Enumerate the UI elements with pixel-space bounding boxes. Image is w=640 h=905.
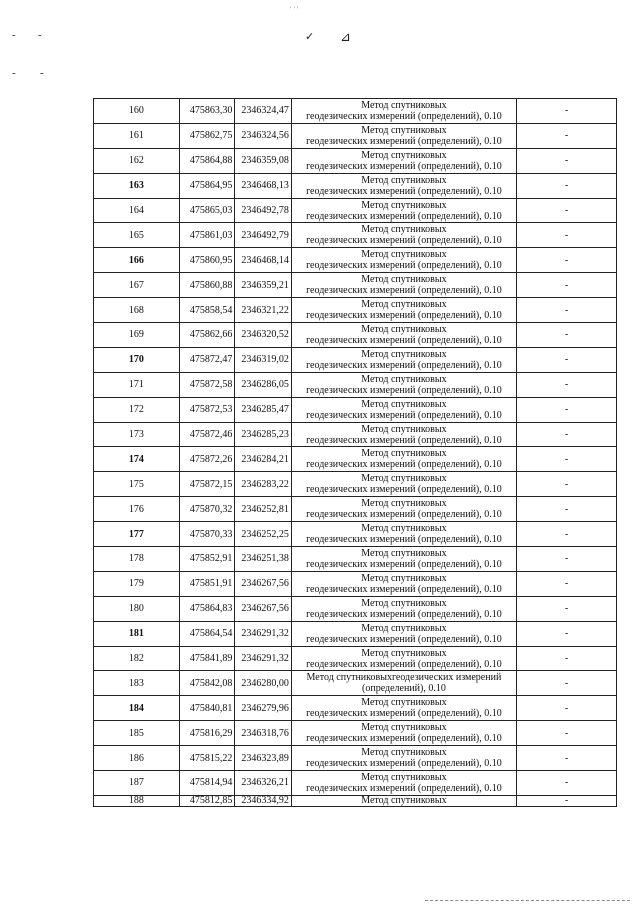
method-line: геодезических измерений (определений), 0.10: [306, 135, 502, 147]
method-line: Метод спутниковых: [361, 473, 447, 485]
extra-cell: -: [517, 323, 617, 348]
method-line: геодезических измерений (определений), 0.10: [306, 210, 502, 222]
table-row: [94, 596, 617, 621]
extra-cell: -: [517, 547, 617, 572]
y-coordinate-cell: 2346492,78: [235, 198, 292, 223]
method-cell: [291, 746, 516, 771]
method-line: Метод спутниковых: [361, 647, 447, 659]
extra-cell: -: [517, 571, 617, 596]
table-row: [94, 472, 617, 497]
extra-cell: -: [517, 596, 617, 621]
method-line: Метод спутниковых: [361, 795, 447, 806]
x-coordinate-cell: 475872,58: [179, 372, 235, 397]
y-coordinate-cell: 2346319,02: [235, 347, 292, 372]
extra-cell: -: [517, 223, 617, 248]
method-line: Метод спутниковых: [361, 622, 447, 634]
y-coordinate-cell: 2346285,23: [235, 422, 292, 447]
extra-cell: -: [517, 173, 617, 198]
point-number-cell: 184: [94, 696, 180, 721]
point-number-cell: 180: [94, 596, 180, 621]
point-number-cell: 177: [94, 522, 180, 547]
method-cell: [291, 123, 516, 148]
table-row: [94, 273, 617, 298]
x-coordinate-cell: 475870,33: [179, 522, 235, 547]
extra-cell: -: [517, 273, 617, 298]
y-coordinate-cell: 2346326,21: [235, 771, 292, 796]
table-row: [94, 795, 617, 806]
point-number-cell: 169: [94, 323, 180, 348]
method-line: Метод спутниковых: [361, 323, 447, 335]
y-coordinate-cell: 2346252,25: [235, 522, 292, 547]
table-row: [94, 298, 617, 323]
method-line: геодезических измерений (определений), 0.10: [306, 260, 502, 272]
method-line: Метод спутниковых: [361, 224, 447, 236]
table-row: [94, 173, 617, 198]
extra-cell: -: [517, 472, 617, 497]
point-number-cell: 166: [94, 248, 180, 273]
extra-cell: -: [517, 746, 617, 771]
method-cell: [291, 148, 516, 173]
y-coordinate-cell: 2346267,56: [235, 596, 292, 621]
method-cell: [291, 372, 516, 397]
y-coordinate-cell: 2346284,21: [235, 447, 292, 472]
method-cell: [291, 323, 516, 348]
point-number-cell: 160: [94, 99, 180, 124]
method-cell: [291, 547, 516, 572]
method-line: геодезических измерений (определений), 0.10: [306, 384, 502, 396]
method-cell: [291, 671, 516, 696]
point-number-cell: 175: [94, 472, 180, 497]
table-row: [94, 347, 617, 372]
method-cell: [291, 298, 516, 323]
y-coordinate-cell: 2346318,76: [235, 721, 292, 746]
extra-cell: -: [517, 671, 617, 696]
method-line: Метод спутниковых: [361, 398, 447, 410]
method-line: геодезических измерений (определений), 0.10: [306, 583, 502, 595]
x-coordinate-cell: 475860,95: [179, 248, 235, 273]
method-cell: [291, 447, 516, 472]
method-line: геодезических измерений (определений), 0.10: [306, 509, 502, 521]
extra-cell: -: [517, 522, 617, 547]
x-coordinate-cell: 475862,75: [179, 123, 235, 148]
table-row: [94, 746, 617, 771]
margin-mark-tick: ✓: [305, 31, 315, 43]
method-line: Метод спутниковых: [361, 498, 447, 510]
table-row: [94, 497, 617, 522]
x-coordinate-cell: 475863,30: [179, 99, 235, 124]
bottom-dashed-line: [425, 900, 630, 901]
table-row: [94, 123, 617, 148]
y-coordinate-cell: 2346291,32: [235, 621, 292, 646]
y-coordinate-cell: 2346359,08: [235, 148, 292, 173]
method-line: геодезических измерений (определений), 0.10: [306, 658, 502, 670]
x-coordinate-cell: 475840,81: [179, 696, 235, 721]
table-row: [94, 671, 617, 696]
y-coordinate-cell: 2346286,05: [235, 372, 292, 397]
method-line: Метод спутниковых: [361, 572, 447, 584]
method-line: Метод спутниковых: [361, 348, 447, 360]
method-line: геодезических измерений (определений), 0.10: [306, 185, 502, 197]
y-coordinate-cell: 2346324,56: [235, 123, 292, 148]
y-coordinate-cell: 2346320,52: [235, 323, 292, 348]
method-line: геодезических измерений (определений), 0.10: [306, 160, 502, 172]
x-coordinate-cell: 475864,95: [179, 173, 235, 198]
method-cell: [291, 621, 516, 646]
method-line: геодезических измерений (определений), 0.10: [306, 359, 502, 371]
method-cell: [291, 497, 516, 522]
point-number-cell: 171: [94, 372, 180, 397]
x-coordinate-cell: 475852,91: [179, 547, 235, 572]
x-coordinate-cell: 475870,32: [179, 497, 235, 522]
table-row: [94, 323, 617, 348]
method-line: Метод спутниковых: [361, 249, 447, 261]
point-number-cell: 188: [94, 795, 180, 806]
extra-cell: -: [517, 123, 617, 148]
table-row: [94, 372, 617, 397]
method-cell: [291, 273, 516, 298]
table-row: [94, 397, 617, 422]
point-number-cell: 181: [94, 621, 180, 646]
method-line: (определений), 0.10: [362, 683, 446, 695]
y-coordinate-cell: 2346283,22: [235, 472, 292, 497]
x-coordinate-cell: 475861,03: [179, 223, 235, 248]
method-line: Метод спутниковых: [361, 747, 447, 759]
point-number-cell: 187: [94, 771, 180, 796]
method-line: Метод спутниковых: [361, 722, 447, 734]
method-cell: [291, 646, 516, 671]
x-coordinate-cell: 475865,03: [179, 198, 235, 223]
x-coordinate-cell: 475862,66: [179, 323, 235, 348]
method-line: геодезических измерений (определений), 0.10: [306, 110, 502, 122]
extra-cell: -: [517, 646, 617, 671]
y-coordinate-cell: 2346359,21: [235, 273, 292, 298]
point-number-cell: 170: [94, 347, 180, 372]
extra-cell: -: [517, 422, 617, 447]
x-coordinate-cell: 475812,85: [179, 795, 235, 806]
table-row: [94, 547, 617, 572]
table-row: [94, 99, 617, 124]
method-line: геодезических измерений (определений), 0.10: [306, 733, 502, 745]
method-line: Метод спутниковых: [361, 299, 447, 311]
y-coordinate-cell: 2346321,22: [235, 298, 292, 323]
method-cell: [291, 248, 516, 273]
margin-mark-dash: -: [40, 67, 44, 79]
margin-mark-dots: ' ' ': [290, 5, 299, 14]
method-line: Метод спутниковых: [361, 771, 447, 783]
x-coordinate-cell: 475872,26: [179, 447, 235, 472]
method-cell: [291, 173, 516, 198]
point-number-cell: 176: [94, 497, 180, 522]
y-coordinate-cell: 2346324,47: [235, 99, 292, 124]
table-row: [94, 148, 617, 173]
method-line: геодезических измерений (определений), 0.10: [306, 758, 502, 770]
method-line: Метод спутниковых: [361, 174, 447, 186]
method-line: Метод спутниковых: [361, 547, 447, 559]
x-coordinate-cell: 475872,53: [179, 397, 235, 422]
x-coordinate-cell: 475816,29: [179, 721, 235, 746]
method-cell: [291, 596, 516, 621]
method-line: Метод спутниковых: [361, 697, 447, 709]
point-number-cell: 174: [94, 447, 180, 472]
extra-cell: -: [517, 347, 617, 372]
point-number-cell: 165: [94, 223, 180, 248]
point-number-cell: 179: [94, 571, 180, 596]
y-coordinate-cell: 2346291,32: [235, 646, 292, 671]
method-line: Метод спутниковых: [361, 523, 447, 535]
x-coordinate-cell: 475851,91: [179, 571, 235, 596]
extra-cell: -: [517, 198, 617, 223]
method-line: геодезических измерений (определений), 0.10: [306, 534, 502, 546]
y-coordinate-cell: 2346280,00: [235, 671, 292, 696]
method-line: геодезических измерений (определений), 0.10: [306, 334, 502, 346]
y-coordinate-cell: 2346334,92: [235, 795, 292, 806]
point-number-cell: 173: [94, 422, 180, 447]
method-line: геодезических измерений (определений), 0.10: [306, 285, 502, 297]
y-coordinate-cell: 2346251,38: [235, 547, 292, 572]
extra-cell: -: [517, 447, 617, 472]
method-line: Метод спутниковых: [361, 373, 447, 385]
method-line: геодезических измерений (определений), 0.10: [306, 459, 502, 471]
y-coordinate-cell: 2346285,47: [235, 397, 292, 422]
extra-cell: -: [517, 721, 617, 746]
table-row: [94, 721, 617, 746]
table-row: [94, 646, 617, 671]
point-number-cell: 163: [94, 173, 180, 198]
method-cell: [291, 795, 516, 806]
point-number-cell: 185: [94, 721, 180, 746]
method-line: геодезических измерений (определений), 0.10: [306, 558, 502, 570]
method-cell: [291, 696, 516, 721]
x-coordinate-cell: 475858,54: [179, 298, 235, 323]
extra-cell: -: [517, 248, 617, 273]
method-line: Метод спутниковых: [361, 124, 447, 136]
x-coordinate-cell: 475864,88: [179, 148, 235, 173]
method-line: Метод спутниковых: [361, 99, 447, 111]
method-line: геодезических измерений (определений), 0.10: [306, 409, 502, 421]
point-number-cell: 167: [94, 273, 180, 298]
x-coordinate-cell: 475864,83: [179, 596, 235, 621]
method-line: геодезических измерений (определений), 0.10: [306, 310, 502, 322]
table-row: [94, 621, 617, 646]
x-coordinate-cell: 475872,15: [179, 472, 235, 497]
margin-mark-dash: -: [12, 67, 16, 79]
table-row: [94, 522, 617, 547]
method-cell: [291, 347, 516, 372]
method-line: Метод спутниковых: [361, 448, 447, 460]
table-row: [94, 447, 617, 472]
margin-mark-dash: -: [12, 29, 16, 41]
coordinates-table: [93, 98, 617, 807]
method-cell: [291, 198, 516, 223]
x-coordinate-cell: 475842,08: [179, 671, 235, 696]
method-line: геодезических измерений (определений), 0.10: [306, 484, 502, 496]
point-number-cell: 168: [94, 298, 180, 323]
method-cell: [291, 721, 516, 746]
extra-cell: -: [517, 397, 617, 422]
method-line: геодезических измерений (определений), 0.10: [306, 434, 502, 446]
table-row: [94, 422, 617, 447]
method-line: Метод спутниковыхгеодезических измерений: [306, 672, 502, 684]
extra-cell: -: [517, 696, 617, 721]
table-row: [94, 696, 617, 721]
method-line: Метод спутниковых: [361, 597, 447, 609]
method-cell: [291, 223, 516, 248]
table-row: [94, 198, 617, 223]
x-coordinate-cell: 475814,94: [179, 771, 235, 796]
x-coordinate-cell: 475860,88: [179, 273, 235, 298]
y-coordinate-cell: 2346468,13: [235, 173, 292, 198]
method-line: геодезических измерений (определений), 0.10: [306, 633, 502, 645]
point-number-cell: 161: [94, 123, 180, 148]
extra-cell: -: [517, 795, 617, 806]
margin-mark-dash: -: [38, 29, 42, 41]
table-row: [94, 571, 617, 596]
method-cell: [291, 397, 516, 422]
method-line: геодезических измерений (определений), 0.10: [306, 608, 502, 620]
extra-cell: -: [517, 497, 617, 522]
y-coordinate-cell: 2346279,96: [235, 696, 292, 721]
extra-cell: -: [517, 298, 617, 323]
method-cell: [291, 99, 516, 124]
y-coordinate-cell: 2346267,56: [235, 571, 292, 596]
point-number-cell: 183: [94, 671, 180, 696]
margin-mark-scribble: ⊿: [340, 29, 351, 44]
point-number-cell: 182: [94, 646, 180, 671]
extra-cell: -: [517, 771, 617, 796]
x-coordinate-cell: 475872,46: [179, 422, 235, 447]
point-number-cell: 178: [94, 547, 180, 572]
method-line: геодезических измерений (определений), 0.10: [306, 708, 502, 720]
method-line: Метод спутниковых: [361, 199, 447, 211]
x-coordinate-cell: 475841,89: [179, 646, 235, 671]
method-line: Метод спутниковых: [361, 423, 447, 435]
method-line: Метод спутниковых: [361, 274, 447, 286]
x-coordinate-cell: 475872,47: [179, 347, 235, 372]
table-row: [94, 248, 617, 273]
point-number-cell: 162: [94, 148, 180, 173]
point-number-cell: 186: [94, 746, 180, 771]
method-cell: [291, 422, 516, 447]
point-number-cell: 164: [94, 198, 180, 223]
extra-cell: -: [517, 372, 617, 397]
method-line: геодезических измерений (определений), 0.10: [306, 782, 502, 794]
point-number-cell: 172: [94, 397, 180, 422]
x-coordinate-cell: 475864,54: [179, 621, 235, 646]
extra-cell: -: [517, 99, 617, 124]
y-coordinate-cell: 2346252,81: [235, 497, 292, 522]
y-coordinate-cell: 2346323,89: [235, 746, 292, 771]
method-cell: [291, 472, 516, 497]
x-coordinate-cell: 475815,22: [179, 746, 235, 771]
y-coordinate-cell: 2346492,79: [235, 223, 292, 248]
method-cell: [291, 771, 516, 796]
table-row: [94, 771, 617, 796]
method-line: геодезических измерений (определений), 0.10: [306, 235, 502, 247]
extra-cell: -: [517, 148, 617, 173]
extra-cell: -: [517, 621, 617, 646]
table-row: [94, 223, 617, 248]
method-line: Метод спутниковых: [361, 149, 447, 161]
method-cell: [291, 571, 516, 596]
method-cell: [291, 522, 516, 547]
y-coordinate-cell: 2346468,14: [235, 248, 292, 273]
